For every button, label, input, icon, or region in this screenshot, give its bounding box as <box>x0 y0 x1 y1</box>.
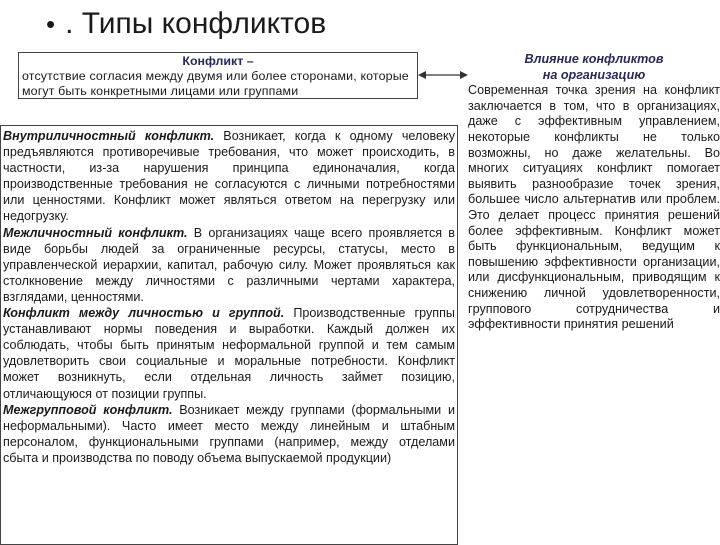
type-intergroup <box>3 402 455 466</box>
influence-text: Современная точка зрения на конфликт заключается в том, что в организациях, даже с эффективным управлением, некоторые конфликты не только возможны, но даже желательны. Во многих ситуациях конфликт помогает выявить разнообразие точек зрения, большее число альтернатив или проблем. Это делает процесс принятия решений более эффективным. Конфликт может быть функциональным, ведущим к повышению эффективности организации, или дисфункциональным, приводящим к снижению личной удовлетворенности, группового сотрудничества и эффективности принятия решений <box>468 83 720 332</box>
type-text: Производственные группы устанавливают нормы поведения и выработки. Каждый должен их соблюдать, чтобы быть принятым неформальной группой и тем самым удовлетворить свои социальные и моральные потребности. Конфликт может возникнуть, если отдельная личность займет позицию, отличающуюся от позиции группы. <box>3 306 455 401</box>
type-term: Межличностный конфликт. <box>3 225 188 240</box>
influence-box <box>466 52 720 417</box>
type-text: Возникает между группами (формальными и неформальными). Часто имеет место между линейным и штабным персоналом, функциональными группами (например, между отделами сбыта и производства по поводу объема выпускаемой продукции) <box>3 402 456 465</box>
definition-text: отсутствие согласия между двумя или более сторонами, которые могут быть конкретными лицами или группами <box>22 69 409 98</box>
type-interpersonal <box>3 225 455 305</box>
influence-title-line1: Влияние конфликтов <box>524 52 664 66</box>
title-text: . Типы конфликтов <box>65 7 327 40</box>
type-text: Возникает, когда к одному человеку предъявляются противоречивые требования, что может происходить, в частности, из-за нарушения принципа единоначалия, когда производственные требования не согласуются с личными потребностями или ценностями. Конфликт может являться ответом на перегрузку или недогрузку. <box>3 129 455 224</box>
influence-title-line2: на организацию <box>542 67 646 82</box>
type-text: В организациях чаще всего проявляется в виде борьбы людей за ограниченные ресурсы, статусы, место в управленческой иерархии, капитал, рабочую силу. Может проявляться как столкновение между личностями с различными чертами характера, взглядами, ценностями. <box>3 225 455 304</box>
conflict-definition-box <box>18 52 418 99</box>
type-person-group <box>3 305 455 402</box>
conflict-types-box <box>0 125 458 545</box>
slide-title <box>46 4 326 44</box>
type-intrapersonal <box>3 128 455 225</box>
definition-title: Конфликт – <box>182 54 254 68</box>
type-term: Внутриличностный конфликт. <box>3 129 215 143</box>
type-term: Межгрупповой конфликт. <box>3 402 173 417</box>
type-term: Конфликт между личностью и группой. <box>3 306 285 321</box>
double-arrow-icon <box>418 68 468 82</box>
title-bullet: • <box>46 9 56 39</box>
